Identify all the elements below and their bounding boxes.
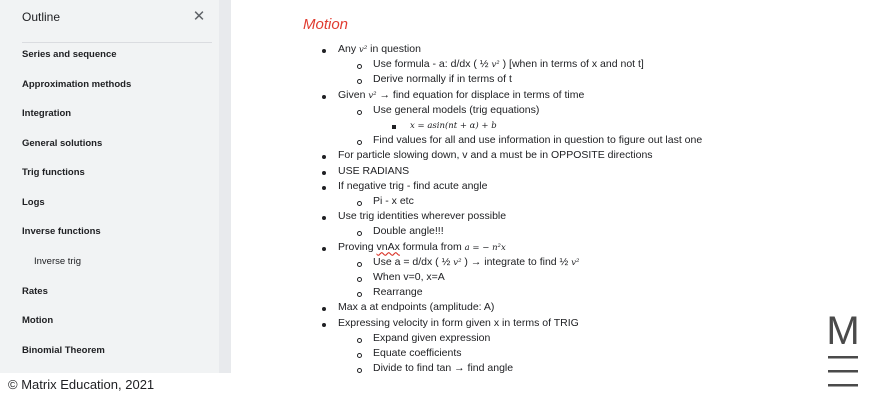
circle-bullet-icon <box>357 292 362 297</box>
doc-line[interactable] <box>373 58 644 70</box>
doc-line[interactable] <box>373 362 513 374</box>
line-text: Given <box>338 88 366 101</box>
line-text: Equate coefficients <box>373 347 462 359</box>
line-text: formula from <box>402 240 462 253</box>
doc-line[interactable] <box>373 256 579 268</box>
misspelled-word: vnAx <box>376 240 400 253</box>
line-text: If negative trig - find acute angle <box>338 179 488 192</box>
line-text: Use formula - a: d/dx ( ½ <box>373 58 489 71</box>
math-expression: v² <box>453 257 462 268</box>
circle-bullet-icon <box>357 353 362 358</box>
line-text: Divide to find tan → find angle <box>373 362 514 375</box>
outline-item[interactable]: Trig functions <box>22 167 85 178</box>
math-expression: v² <box>491 60 500 71</box>
circle-bullet-icon <box>357 140 362 145</box>
line-text: Derive normally if in terms of t <box>373 73 512 86</box>
bullet-icon <box>322 247 326 251</box>
logo-bar-2 <box>828 370 858 373</box>
doc-line[interactable] <box>373 286 423 298</box>
copyright-text: © Matrix Education, 2021 <box>8 377 155 392</box>
bullet-icon <box>322 95 326 99</box>
doc-line[interactable] <box>338 89 584 101</box>
line-text: ) [when in terms of x and not t] <box>502 58 644 71</box>
line-text: ) → integrate to find ½ <box>464 255 569 268</box>
line-text: Expand given expression <box>373 331 491 344</box>
outline-item[interactable]: Logs <box>22 197 45 208</box>
doc-line[interactable] <box>338 210 506 222</box>
logo-letter: M <box>826 312 860 353</box>
outline-item[interactable]: Inverse functions <box>22 226 101 237</box>
doc-title[interactable]: Motion <box>303 16 349 33</box>
bullet-icon <box>322 216 326 220</box>
line-text: Use trig identities wherever possible <box>338 210 507 223</box>
line-text: Use general models (trig equations) <box>373 103 540 116</box>
line-text: Any <box>338 43 357 55</box>
outline-item[interactable]: Motion <box>22 315 54 326</box>
doc-line[interactable] <box>373 225 444 237</box>
circle-bullet-icon <box>357 201 362 206</box>
outline-item[interactable]: Integration <box>22 108 72 119</box>
doc-line[interactable] <box>373 271 445 283</box>
bullet-icon <box>322 186 326 190</box>
bullet-icon <box>322 49 326 53</box>
doc-line[interactable] <box>338 180 487 192</box>
circle-bullet-icon <box>357 338 362 343</box>
bullet-icon <box>322 307 326 311</box>
line-text: Rearrange <box>373 286 423 299</box>
doc-line[interactable] <box>373 195 414 207</box>
close-icon[interactable]: ✕ <box>192 8 206 25</box>
line-text: Double angle!!! <box>373 225 444 238</box>
math-expression: v² <box>368 90 377 101</box>
doc-line[interactable] <box>338 301 494 313</box>
bullet-icon <box>322 171 326 175</box>
square-bullet-icon <box>392 125 396 129</box>
doc-line[interactable] <box>373 104 539 116</box>
line-text: Expressing velocity in form given x in terms of TRIG <box>338 316 579 329</box>
circle-bullet-icon <box>357 110 362 115</box>
doc-line[interactable] <box>373 134 702 146</box>
doc-line[interactable] <box>338 317 579 329</box>
circle-bullet-icon <box>357 368 362 373</box>
math-expression: x = asin(nt + α) + b <box>410 121 497 131</box>
matrix-logo <box>826 312 860 392</box>
line-text: For particle slowing down, v and a must be in OPPOSITE directions <box>338 149 653 162</box>
bullet-icon <box>322 155 326 159</box>
bullet-icon <box>322 323 326 327</box>
math-expression: v² <box>359 45 368 55</box>
doc-line[interactable] <box>338 149 653 161</box>
outline-item[interactable]: Approximation methods <box>22 79 132 90</box>
line-text: When v=0, x=A <box>373 271 445 283</box>
outline-item[interactable]: General solutions <box>22 138 103 149</box>
circle-bullet-icon <box>357 231 362 236</box>
line-text: in question <box>370 43 421 55</box>
outline-item[interactable]: Series and sequence <box>22 49 117 60</box>
doc-line[interactable] <box>338 165 409 177</box>
doc-line[interactable] <box>373 73 512 85</box>
logo-bar-3 <box>828 384 858 387</box>
doc-line[interactable] <box>338 241 506 253</box>
line-text: Proving <box>338 240 374 253</box>
outline-item[interactable]: Rates <box>22 286 48 297</box>
outline-item[interactable]: Binomial Theorem <box>22 345 105 356</box>
line-text: Max a at endpoints (amplitude: A) <box>338 301 495 314</box>
logo-bar-1 <box>828 356 858 359</box>
line-text: Find values for all and use information in question to figure out last one <box>373 134 703 147</box>
line-text: Use a = d/dx ( ½ <box>373 255 451 268</box>
circle-bullet-icon <box>357 64 362 69</box>
doc-line[interactable] <box>373 347 462 359</box>
line-text: Pi - x etc <box>373 195 414 207</box>
math-expression: a = − n²x <box>464 242 506 253</box>
outline-item[interactable]: Inverse trig <box>34 256 81 267</box>
doc-line[interactable] <box>410 119 497 131</box>
line-text: USE RADIANS <box>338 164 410 177</box>
circle-bullet-icon <box>357 262 362 267</box>
doc-line[interactable] <box>373 332 490 344</box>
outline-title: Outline <box>22 10 61 24</box>
math-expression: v² <box>571 257 580 268</box>
circle-bullet-icon <box>357 79 362 84</box>
doc-line[interactable] <box>338 43 421 55</box>
circle-bullet-icon <box>357 277 362 282</box>
line-text: → find equation for displace in terms of time <box>379 88 585 101</box>
